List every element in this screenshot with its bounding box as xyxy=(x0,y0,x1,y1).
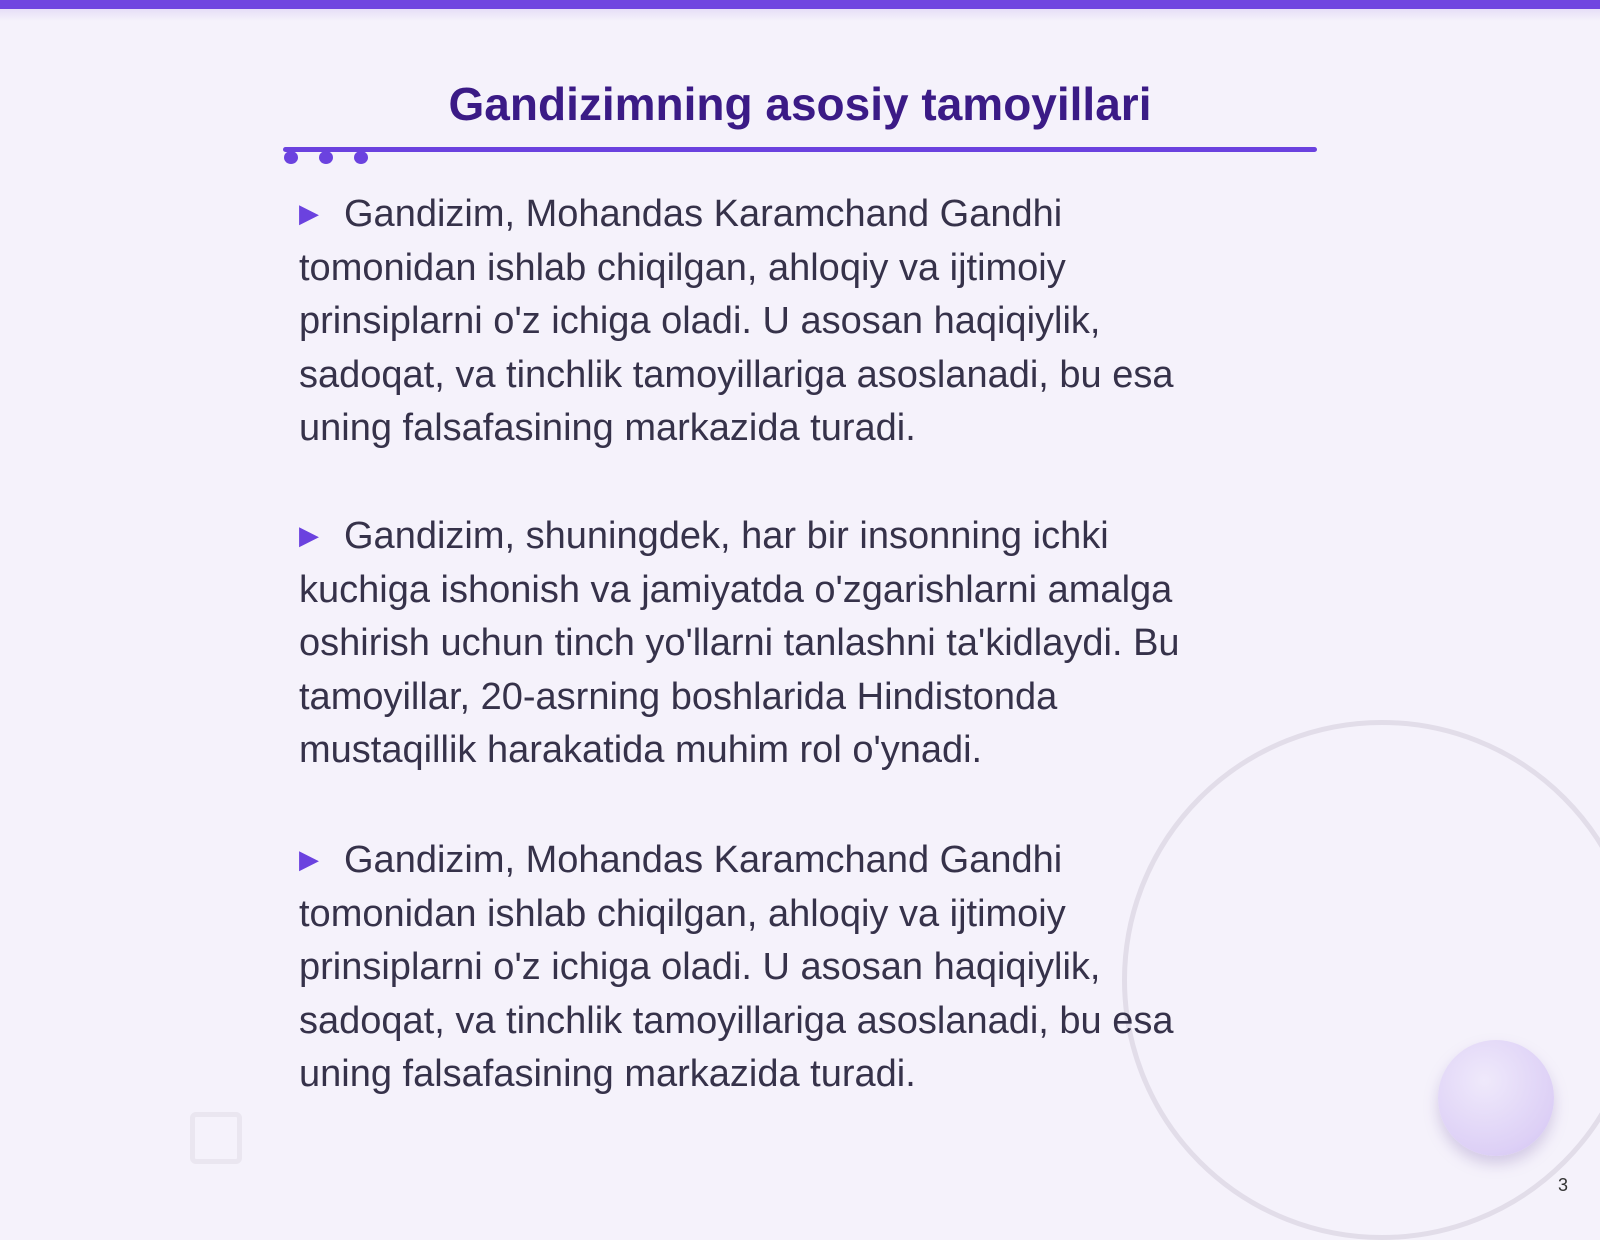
top-accent-bar xyxy=(0,0,1600,9)
underline-dot xyxy=(284,151,298,164)
bullet-line: sadoqat, va tinchlik tamoyillariga asoslanadi, bu esa xyxy=(299,999,1174,1042)
slide-title: Gandizimning asosiy tamoyillari xyxy=(448,78,1152,130)
bullet-line: uning falsafasining markazida turadi. xyxy=(299,1053,916,1095)
bullet-paragraph xyxy=(299,833,1259,1102)
bullet-line: tamoyillar, 20-asrning boshlarida Hindistonda xyxy=(299,675,1058,718)
top-bar-shadow xyxy=(0,9,1600,21)
bullet-line: uning falsafasining markazida turadi. xyxy=(299,407,916,449)
bullet-line: prinsiplarni o'z ichiga oladi. U asosan haqiqiylik, xyxy=(299,946,1101,988)
bullet-line: tomonidan ishlab chiqilgan, ahloqiy va ijtimoiy xyxy=(299,892,1066,935)
title-underline xyxy=(283,147,1317,152)
decorative-circle xyxy=(1438,1040,1554,1156)
triangle-bullet-icon: ▶ xyxy=(299,844,319,874)
bullet-paragraph xyxy=(299,187,1259,456)
triangle-bullet-icon: ▶ xyxy=(299,520,319,550)
decorative-square xyxy=(190,1112,242,1164)
bullet-line: Gandizim, shuningdek, har bir insonning ichki xyxy=(344,515,1109,557)
bullet-line: mustaqillik harakatida muhim rol o'ynadi. xyxy=(299,729,983,771)
triangle-bullet-icon: ▶ xyxy=(299,198,319,228)
underline-dot xyxy=(319,151,333,164)
bullet-line: oshirish uchun tinch yo'llarni tanlashni ta'kidlaydi. Bu xyxy=(299,622,1180,664)
bullet-paragraph xyxy=(299,509,1259,778)
bullet-line: prinsiplarni o'z ichiga oladi. U asosan haqiqiylik, xyxy=(299,300,1101,342)
bullet-line: kuchiga ishonish va jamiyatda o'zgarishlarni amalga xyxy=(299,568,1173,611)
page-number: 3 xyxy=(1557,1175,1568,1195)
bullet-line: tomonidan ishlab chiqilgan, ahloqiy va ijtimoiy xyxy=(299,246,1066,289)
bullet-line: Gandizim, Mohandas Karamchand Gandhi xyxy=(344,193,1063,235)
underline-dot xyxy=(354,151,368,164)
bullet-line: sadoqat, va tinchlik tamoyillariga asoslanadi, bu esa xyxy=(299,353,1174,396)
bullet-line: Gandizim, Mohandas Karamchand Gandhi xyxy=(344,839,1063,881)
